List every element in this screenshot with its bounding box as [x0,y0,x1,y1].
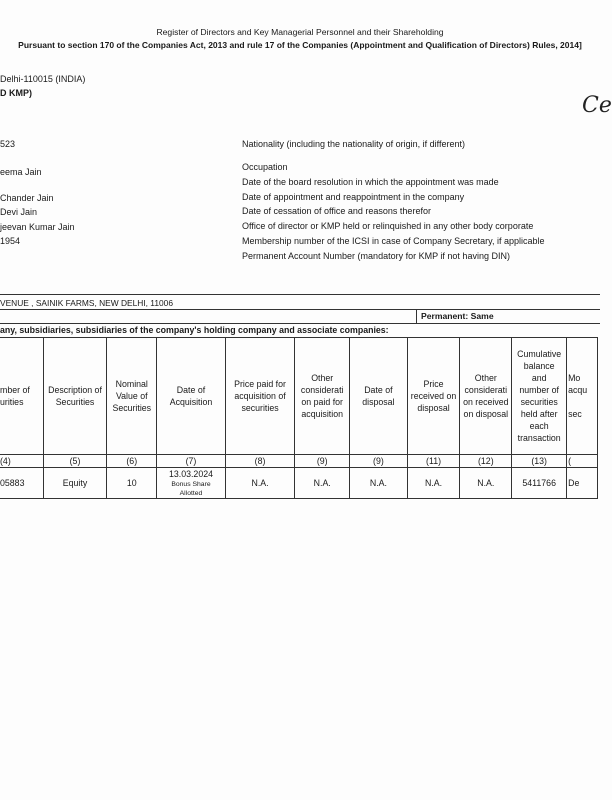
cell-nominal-value: 10 [107,468,157,499]
col-nominal-value: Nominal Value of Securities [107,338,157,455]
detail-left-3: Chander Jain [0,193,54,203]
detail-left-5: jeevan Kumar Jain [0,222,75,232]
detail-icsi-membership: Membership number of the ICSI in case of Company Secretary, if applicable [242,236,545,246]
handwritten-mark: Ce [582,93,612,118]
col-other-consideration-received: Other considerati on received on disposal [460,338,512,455]
divider [0,323,600,324]
table-header-row [0,338,598,455]
table-row [0,468,598,499]
detail-left-4: Devi Jain [0,207,38,217]
register-subtitle: Pursuant to section 170 of the Companies Act, 2013 and rule 17 of the Companies (Appointment and Qualification of Directors) Rules, 2014] [18,40,582,50]
detail-left-6: 1954 [0,236,21,246]
detail-appointment: Date of appointment and reappointment in the company [242,192,465,202]
cell-mode-acquisition: De [567,468,598,499]
col-date-disposal: Date of disposal [350,338,408,455]
acquisition-note: Bonus Share [171,481,211,488]
col-mode-acquisition: Mo acqu sec [567,338,598,455]
divider [0,309,600,310]
acquisition-date: 13.03.2024 [168,469,213,479]
detail-nationality: Nationality (including the nationality of origin, if different) [242,139,465,149]
col-index: (6) [107,455,157,468]
acquisition-note: Allotted [179,490,203,497]
col-index: (11) [407,455,460,468]
col-index: ( [567,455,598,468]
col-index: (13) [512,455,567,468]
col-index: (4) [0,455,43,468]
col-description: Description of Securities [43,338,107,455]
col-index: (9) [295,455,350,468]
col-price-paid: Price paid for acquisition of securities [225,338,295,455]
detail-left-1: 523 [0,139,16,149]
detail-board-resolution: Date of the board resolution in which the appointment was made [242,177,499,187]
detail-left-2: eema Jain [0,167,42,177]
cell-price-received: N.A. [407,468,460,499]
divider [0,294,600,295]
col-index: (8) [225,455,295,468]
col-price-received: Price received on disposal [407,338,460,455]
detail-cessation: Date of cessation of office and reasons therefor [242,206,431,216]
company-address: Delhi-110015 (INDIA) [0,74,86,84]
col-index: (7) [157,455,226,468]
table-number-row [0,455,598,468]
present-address: VENUE , SAINIK FARMS, NEW DELHI, 11006 [0,298,173,308]
detail-pan: Permanent Account Number (mandatory for KMP if not having DIN) [242,251,510,261]
cell-price-paid: N.A. [225,468,295,499]
col-cumulative-balance: Cumulative balance and number of securities held after each transaction [512,338,567,455]
cell-date-disposal: N.A. [350,468,408,499]
col-index: (12) [460,455,512,468]
cell-cumulative-balance: 5411766 [512,468,567,499]
securities-table [0,337,598,499]
detail-office-held: Office of director or KMP held or relinquished in any other body corporate [242,221,534,231]
cell-date-acquisition [157,468,226,499]
col-index: (9) [350,455,408,468]
col-date-acquisition: Date of Acquisition [157,338,226,455]
permanent-address: Permanent: Same [421,311,494,321]
col-number-of-securities: mber of urities [0,338,43,455]
register-title: Register of Directors and Key Managerial Personnel and their Shareholding [156,27,444,37]
cell-description: Equity [43,468,107,499]
col-index: (5) [43,455,107,468]
cell-other-consideration-paid: N.A. [295,468,350,499]
col-other-consideration-paid: Other considerati on paid for acquisition [295,338,350,455]
cell-other-consideration-received: N.A. [460,468,512,499]
cell-number-of-securities: 05883 [0,468,43,499]
kmp-label: D KMP) [0,88,32,98]
detail-occupation: Occupation [242,162,288,172]
divider [416,309,417,323]
securities-heading: any, subsidiaries, subsidiaries of the company's holding company and associate companies: [0,325,389,335]
